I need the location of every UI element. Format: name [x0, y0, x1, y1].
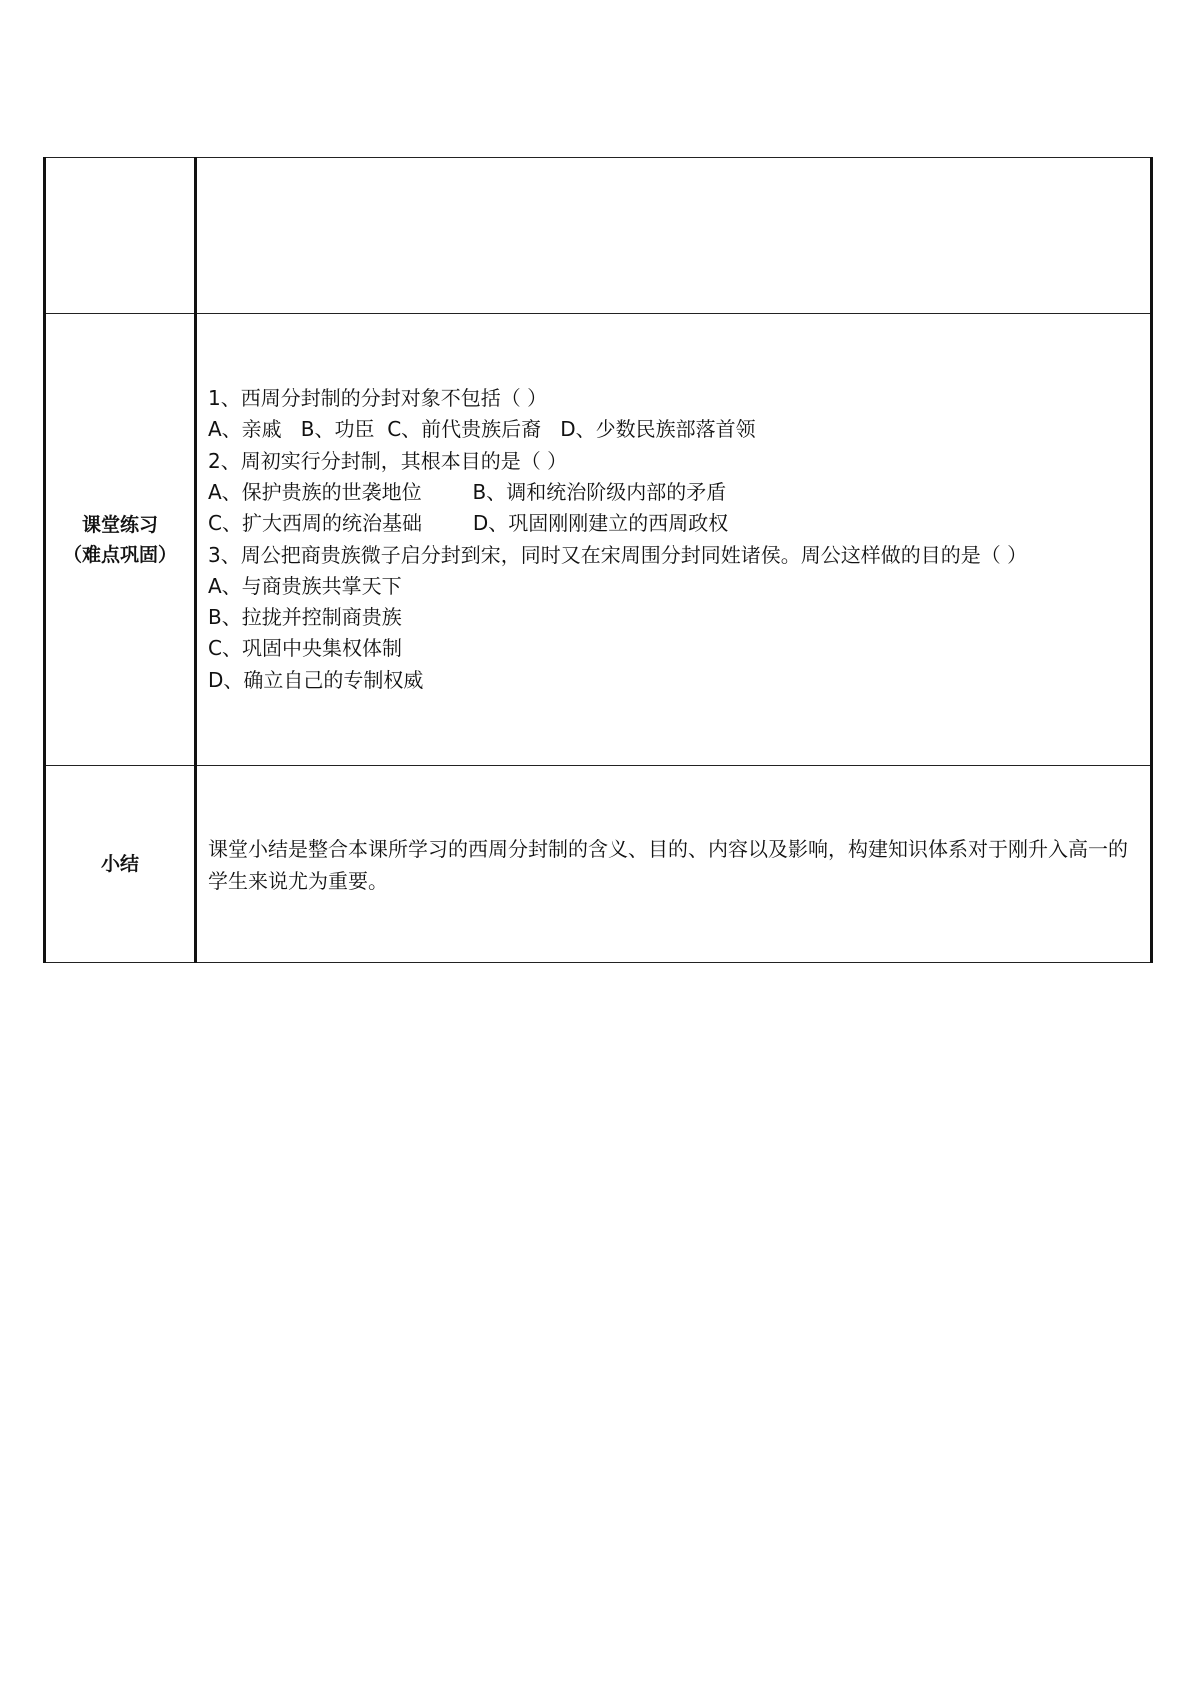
summary-label-title: 小结	[100, 853, 139, 875]
row-content-empty	[196, 158, 1152, 314]
question-2-options-cd: C、扩大西周的统治基础 D、巩固刚刚建立的西周政权	[208, 511, 729, 536]
question-3-option-c: C、巩固中央集权体制	[208, 636, 402, 661]
question-2: 2、周初实行分封制，其根本目的是（ ）	[208, 448, 568, 473]
summary-text: 课堂小结是整合本课所学习的西周分封制的含义、目的、内容以及影响，构建知识体系对于刚升入高一的学生来说尤为重要。	[208, 837, 1128, 893]
summary-content	[196, 766, 1152, 963]
table-row-practice	[45, 314, 1152, 766]
summary-label	[45, 766, 196, 963]
practice-label	[45, 314, 196, 766]
question-2-options-ab: A、保护贵族的世袭地位 B、调和统治阶级内部的矛盾	[208, 479, 727, 504]
lesson-plan-table	[43, 157, 1153, 963]
question-3: 3、周公把商贵族微子启分封到宋，同时又在宋周围分封同姓诸侯。周公这样做的目的是（ ）	[208, 542, 1028, 567]
practice-label-title: 课堂练习	[81, 513, 158, 536]
practice-content	[196, 314, 1152, 766]
question-3-option-d: D、确立自己的专制权威	[208, 667, 424, 692]
practice-label-subtitle: （难点巩固）	[62, 543, 177, 566]
table-row-summary	[45, 766, 1152, 963]
question-3-option-b: B、拉拢并控制商贵族	[208, 605, 402, 630]
row-label-empty	[45, 158, 196, 314]
question-1-options: A、亲戚 B、功臣 C、前代贵族后裔 D、少数民族部落首领	[208, 417, 756, 442]
table-row-empty	[45, 158, 1152, 314]
question-3-option-a: A、与商贵族共掌天下	[208, 573, 402, 598]
question-1: 1、西周分封制的分封对象不包括（ ）	[208, 386, 548, 411]
